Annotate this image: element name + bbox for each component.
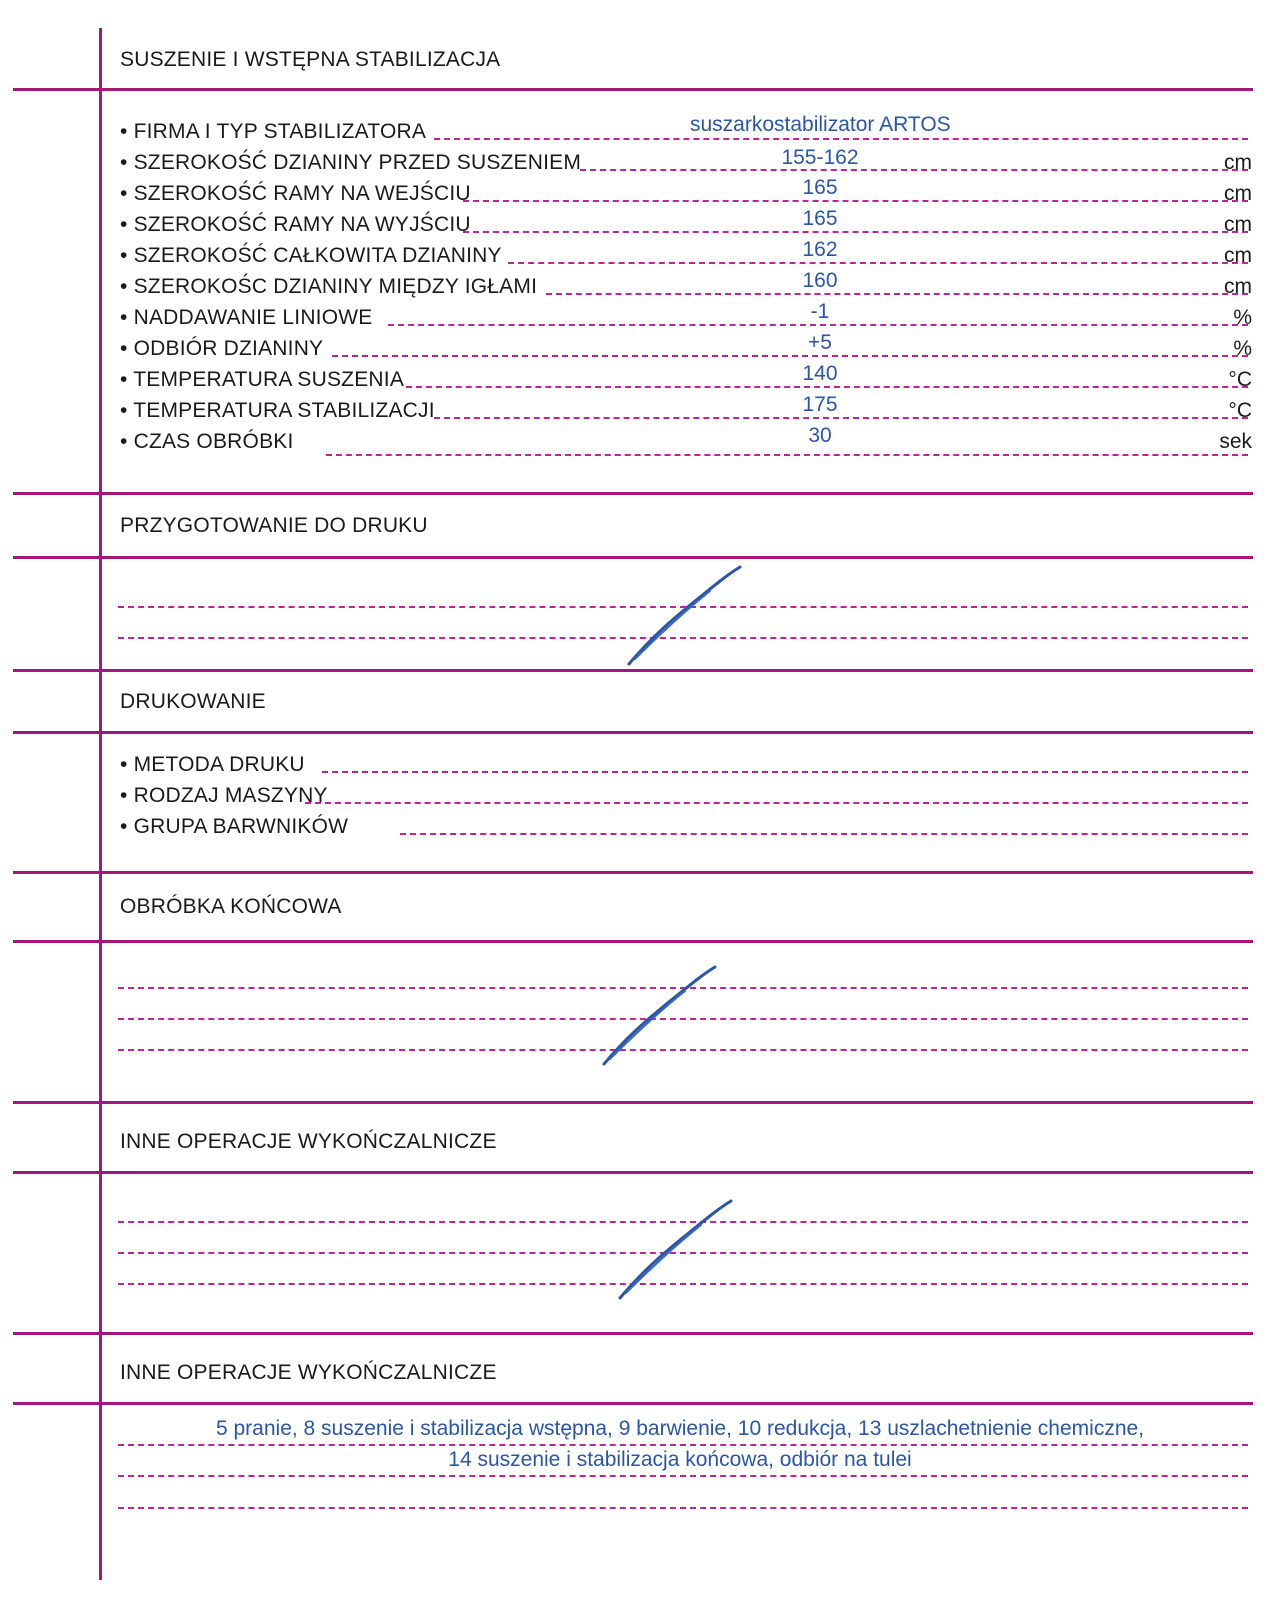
param-label: • SZEROKOŚC DZIANINY MIĘDZY IGŁAMI (120, 275, 538, 298)
param-label: • SZEROKOŚĆ RAMY NA WEJŚCIU (120, 182, 471, 205)
fill-line (326, 454, 1248, 456)
section-divider (13, 731, 1253, 734)
param-unit: % (1233, 306, 1252, 329)
fill-line (118, 1444, 1248, 1446)
param-unit: % (1233, 337, 1252, 360)
section-title-final-treatment: OBRÓBKA KOŃCOWA (120, 895, 342, 918)
fill-line (434, 417, 1248, 419)
fill-line (400, 833, 1248, 835)
section-divider (13, 1332, 1253, 1335)
param-value: 140 (802, 362, 838, 385)
param-label: • CZAS OBRÓBKI (120, 430, 294, 453)
param-value: 162 (802, 238, 838, 261)
fill-line (463, 200, 1248, 202)
param-value: -1 (810, 300, 830, 323)
param-label: • SZEROKOŚĆ CAŁKOWITA DZIANINY (120, 244, 502, 267)
param-label: • TEMPERATURA SUSZENIA (120, 368, 405, 391)
section-title-other-ops-2: INNE OPERACJE WYKOŃCZALNICZE (120, 1361, 497, 1384)
param-label: • GRUPA BARWNIKÓW (120, 815, 349, 838)
section-divider (13, 669, 1253, 672)
fill-line (434, 138, 1248, 140)
param-unit: °C (1228, 368, 1252, 391)
param-label: • SZEROKOŚĆ RAMY NA WYJŚCIU (120, 213, 471, 236)
fill-line (118, 1507, 1248, 1509)
strike-through-mark (616, 1197, 736, 1303)
param-label: • METODA DRUKU (120, 753, 305, 776)
section-divider (13, 556, 1253, 559)
operations-note-line-1: 5 pranie, 8 suszenie i stabilizacja wstępna, 9 barwienie, 10 redukcja, 13 uszlachetnienie chemiczne, (215, 1417, 1145, 1440)
section-title-drying: SUSZENIE I WSTĘPNA STABILIZACJA (120, 48, 501, 71)
section-divider (13, 1171, 1253, 1174)
fill-line (463, 231, 1248, 233)
param-unit: cm (1224, 182, 1252, 205)
section-divider (13, 871, 1253, 874)
section-divider (13, 940, 1253, 943)
section-divider (13, 88, 1253, 91)
param-label: • SZEROKOŚĆ DZIANINY PRZED SUSZENIEM (120, 151, 582, 174)
param-unit: sek (1219, 430, 1252, 453)
param-value: 175 (802, 393, 838, 416)
strike-through-mark (600, 963, 720, 1069)
fill-line (406, 386, 1248, 388)
param-label: • FIRMA I TYP STABILIZATORA (120, 120, 427, 143)
param-value: 155-162 (781, 146, 859, 169)
param-value: 165 (802, 207, 838, 230)
param-label: • TEMPERATURA STABILIZACJI (120, 399, 435, 422)
param-label: • RODZAJ MASZYNY (120, 784, 328, 807)
section-title-printing: DRUKOWANIE (120, 690, 266, 713)
margin-rule (99, 28, 102, 1580)
strike-through-mark (625, 563, 745, 669)
fill-line (305, 802, 1248, 804)
fill-line (508, 262, 1248, 264)
fill-line (546, 293, 1248, 295)
param-unit: cm (1224, 275, 1252, 298)
section-title-print-prep: PRZYGOTOWANIE DO DRUKU (120, 514, 428, 537)
param-unit: cm (1224, 244, 1252, 267)
section-divider (13, 1402, 1253, 1405)
param-unit: °C (1228, 399, 1252, 422)
fill-line (118, 1475, 1248, 1477)
operations-note-line-2: 14 suszenie i stabilizacja końcowa, odbiór na tulei (448, 1448, 912, 1471)
param-label: • ODBIÓR DZIANINY (120, 337, 324, 360)
section-title-other-ops: INNE OPERACJE WYKOŃCZALNICZE (120, 1130, 497, 1153)
section-divider (13, 1101, 1253, 1104)
fill-line (322, 771, 1248, 773)
param-value: 160 (802, 269, 838, 292)
param-value: 165 (802, 176, 838, 199)
param-value: suszarkostabilizator ARTOS (690, 113, 951, 136)
fill-line (332, 355, 1248, 357)
param-unit: cm (1224, 213, 1252, 236)
fill-line (388, 324, 1248, 326)
param-value: +5 (808, 331, 832, 354)
section-divider (13, 492, 1253, 495)
param-label: • NADDAWANIE LINIOWE (120, 306, 373, 329)
param-unit: cm (1224, 151, 1252, 174)
param-value: 30 (808, 424, 832, 447)
